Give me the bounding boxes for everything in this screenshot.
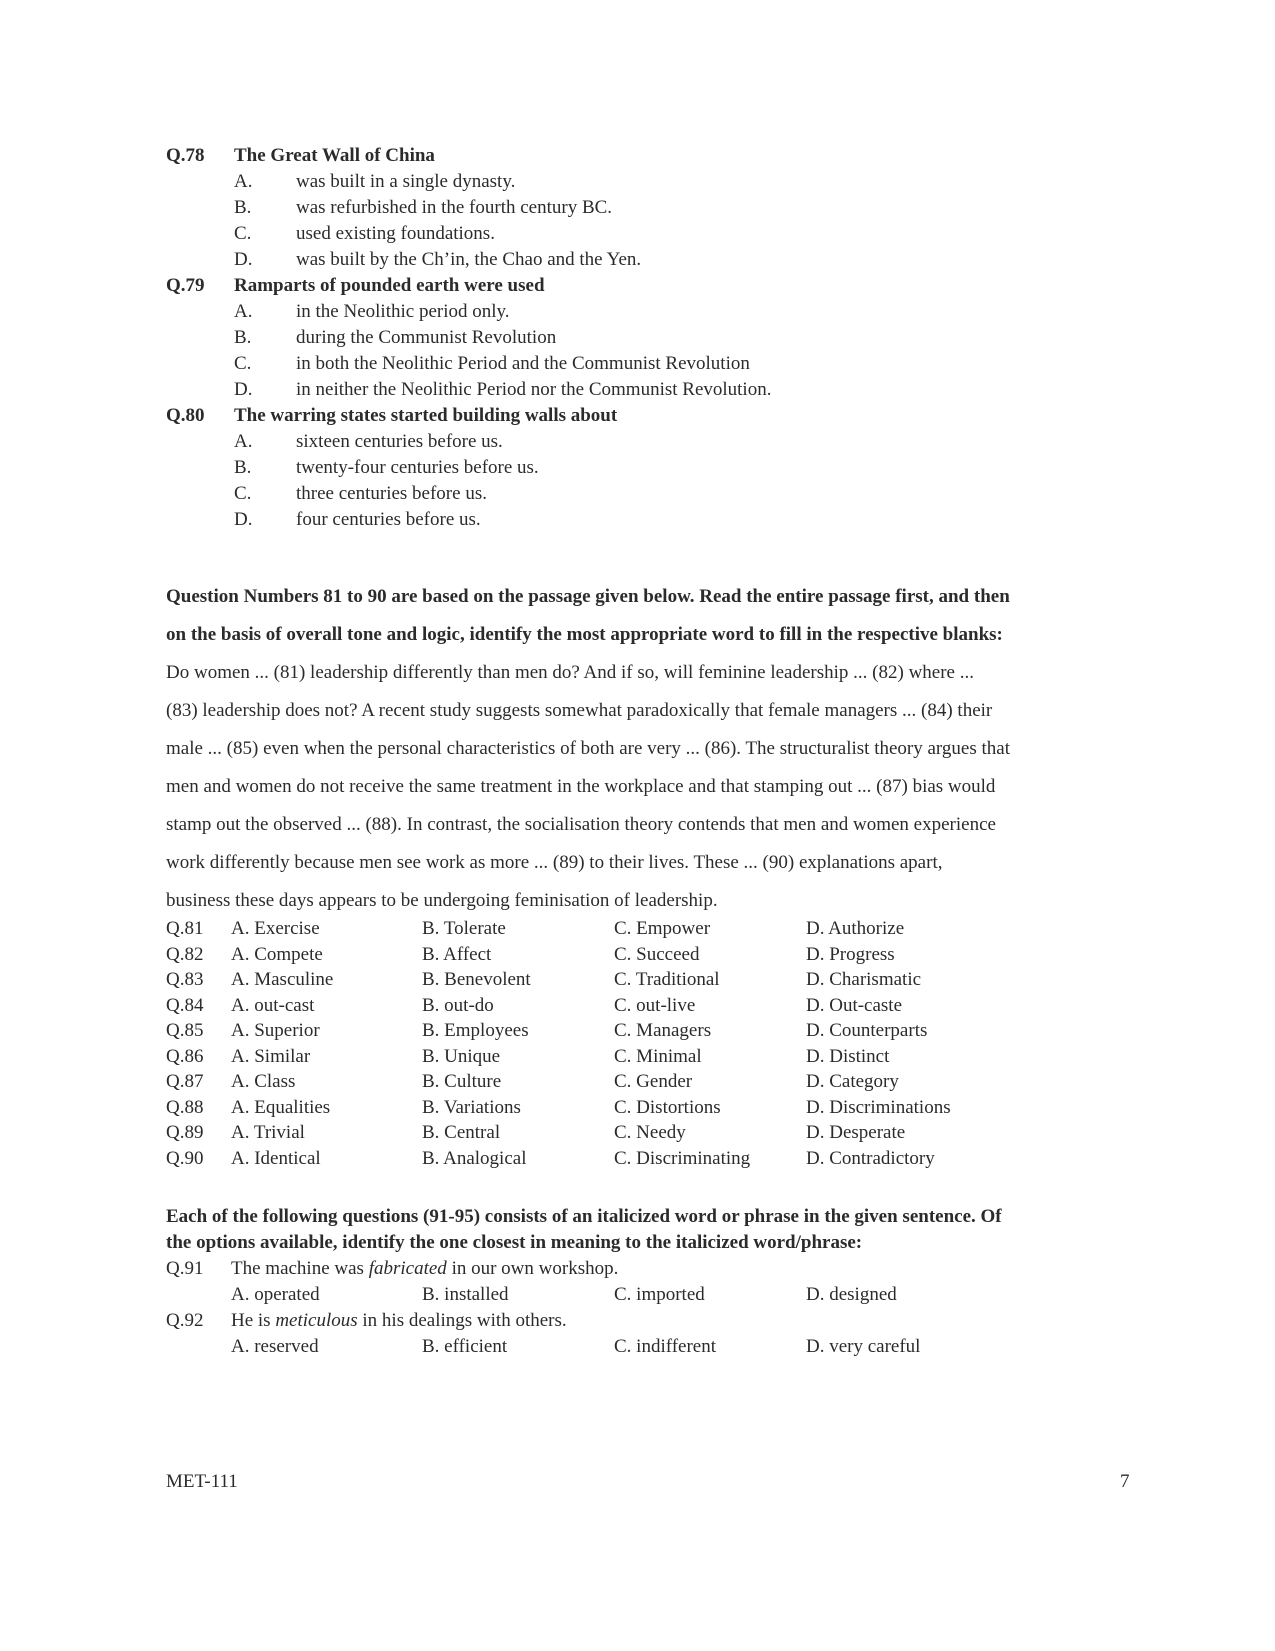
option-a: A. Compete: [231, 943, 323, 965]
passage-instruction-line-1: Question Numbers 81 to 90 are based on the passage given below. Read the entire passage first, and then: [166, 586, 1010, 607]
option-a: A. Superior: [231, 1020, 320, 1041]
question-number: Q.88: [166, 1096, 204, 1118]
option-c: C. Empower: [614, 918, 711, 939]
option-d: D. four centuries before us.: [234, 509, 481, 530]
option-d: D. Discriminations: [806, 1096, 951, 1118]
question-number: Q.82: [166, 943, 204, 965]
option-c: C. Distortions: [614, 1096, 721, 1118]
passage-line: male ... (85) even when the personal characteristics of both are very ... (86). The structuralist theory argues that: [166, 738, 1010, 759]
option-b: B. was refurbished in the fourth century BC.: [234, 197, 613, 218]
option-d: D. Charismatic: [806, 969, 922, 990]
option-b: B. Analogical: [422, 1147, 527, 1169]
question-number: Q.90: [166, 1147, 204, 1169]
option-d: D. very careful: [806, 1336, 921, 1357]
option-c: C. out-live: [614, 994, 696, 1016]
option-c: C. three centuries before us.: [234, 483, 487, 504]
question-number: Q.80: [166, 405, 205, 426]
option-c: C. in both the Neolithic Period and the Communist Revolution: [234, 353, 750, 374]
option-c: C. imported: [614, 1284, 705, 1305]
option-b: B. twenty-four centuries before us.: [234, 457, 539, 478]
option-a: A. Exercise: [231, 918, 320, 939]
option-a: A. out-cast: [231, 994, 315, 1016]
option-b: B. Variations: [422, 1096, 521, 1118]
option-d: D. Category: [806, 1071, 899, 1092]
option-a: A. Equalities: [231, 1096, 331, 1118]
question-number: Q.87: [166, 1071, 204, 1092]
option-c: C. indifferent: [614, 1336, 717, 1357]
question-number: Q.78: [166, 145, 205, 166]
option-d: D. designed: [806, 1284, 897, 1305]
option-b: B. Tolerate: [422, 918, 506, 939]
question-number: Q.91: [166, 1258, 204, 1279]
option-a: A. Class: [231, 1071, 296, 1092]
option-a: A. Similar: [231, 1045, 311, 1067]
question-number: Q.79: [166, 275, 205, 296]
question-number: Q.85: [166, 1020, 204, 1041]
passage-line: work differently because men see work as more ... (89) to their lives. These ... (90) explanations apart,: [166, 852, 943, 873]
option-a: A. sixteen centuries before us.: [234, 431, 503, 452]
option-b: B. Central: [422, 1122, 501, 1143]
option-b: B. during the Communist Revolution: [234, 327, 557, 348]
question-stem: The warring states started building walls about: [234, 405, 618, 426]
question-number: Q.81: [166, 918, 204, 939]
option-b: B. installed: [422, 1284, 509, 1305]
option-a: A. in the Neolithic period only.: [234, 301, 510, 322]
option-c: C. Needy: [614, 1122, 686, 1143]
passage-instruction-line-2: on the basis of overall tone and logic, identify the most appropriate word to fill in the respective blanks:: [166, 624, 1003, 645]
option-a: A. Identical: [231, 1147, 321, 1169]
synonym-instruction-line-2: the options available, identify the one closest in meaning to the italicized word/phrase:: [166, 1232, 863, 1253]
question-number: Q.83: [166, 969, 204, 990]
question-number: Q.84: [166, 994, 204, 1016]
italic-word: meticulous: [275, 1310, 358, 1331]
passage-line: Do women ... (81) leadership differently than men do? And if so, will feminine leadership ... (82) where ...: [166, 662, 974, 683]
question-number: Q.89: [166, 1122, 204, 1143]
option-d: D. Contradictory: [806, 1147, 935, 1169]
option-a: A. Trivial: [231, 1122, 305, 1143]
option-b: B. Benevolent: [422, 969, 531, 990]
page-number: 7: [1120, 1471, 1130, 1492]
question-sentence: He is meticulous in his dealings with others.: [231, 1310, 567, 1331]
option-c: C. Succeed: [614, 943, 700, 965]
question-number: Q.92: [166, 1310, 204, 1331]
option-b: B. efficient: [422, 1336, 508, 1357]
option-c: C. Managers: [614, 1020, 712, 1041]
option-d: D. Authorize: [806, 918, 905, 939]
option-c: C. used existing foundations.: [234, 223, 495, 244]
passage-line: (83) leadership does not? A recent study suggests somewhat paradoxically that female managers ... (84) their: [166, 700, 993, 721]
passage-line: men and women do not receive the same treatment in the workplace and that stamping out ... (87) bias would: [166, 776, 996, 797]
option-a: A. was built in a single dynasty.: [234, 171, 516, 192]
italic-word: fabricated: [368, 1258, 447, 1279]
synonym-instruction-line-1: Each of the following questions (91-95) consists of an italicized word or phrase in the given sentence. Of: [166, 1206, 1002, 1227]
option-c: C. Discriminating: [614, 1147, 751, 1169]
option-d: D. Desperate: [806, 1122, 906, 1143]
option-c: C. Minimal: [614, 1045, 702, 1067]
option-d: D. Progress: [806, 943, 895, 965]
option-a: A. Masculine: [231, 969, 334, 990]
option-b: B. out-do: [422, 994, 494, 1016]
option-b: B. Unique: [422, 1045, 501, 1067]
question-stem: Ramparts of pounded earth were used: [234, 275, 545, 296]
option-d: D. Counterparts: [806, 1020, 928, 1041]
option-d: D. was built by the Ch’in, the Chao and the Yen.: [234, 249, 642, 270]
document-code: MET-111: [166, 1471, 238, 1492]
question-sentence: The machine was fabricated in our own workshop.: [231, 1258, 619, 1279]
option-c: C. Traditional: [614, 969, 720, 990]
option-b: B. Affect: [422, 943, 492, 965]
option-c: C. Gender: [614, 1071, 693, 1092]
passage-line: stamp out the observed ... (88). In contrast, the socialisation theory contends that men and women experience: [166, 814, 996, 835]
option-d: D. Distinct: [806, 1045, 890, 1067]
option-d: D. in neither the Neolithic Period nor the Communist Revolution.: [234, 379, 772, 400]
question-number: Q.86: [166, 1045, 204, 1067]
question-stem: The Great Wall of China: [234, 145, 435, 166]
option-d: D. Out-caste: [806, 994, 903, 1016]
option-a: A. operated: [231, 1284, 320, 1305]
option-b: B. Employees: [422, 1020, 529, 1041]
option-b: B. Culture: [422, 1071, 502, 1092]
passage-line: business these days appears to be undergoing feminisation of leadership.: [166, 890, 718, 911]
option-a: A. reserved: [231, 1336, 319, 1357]
